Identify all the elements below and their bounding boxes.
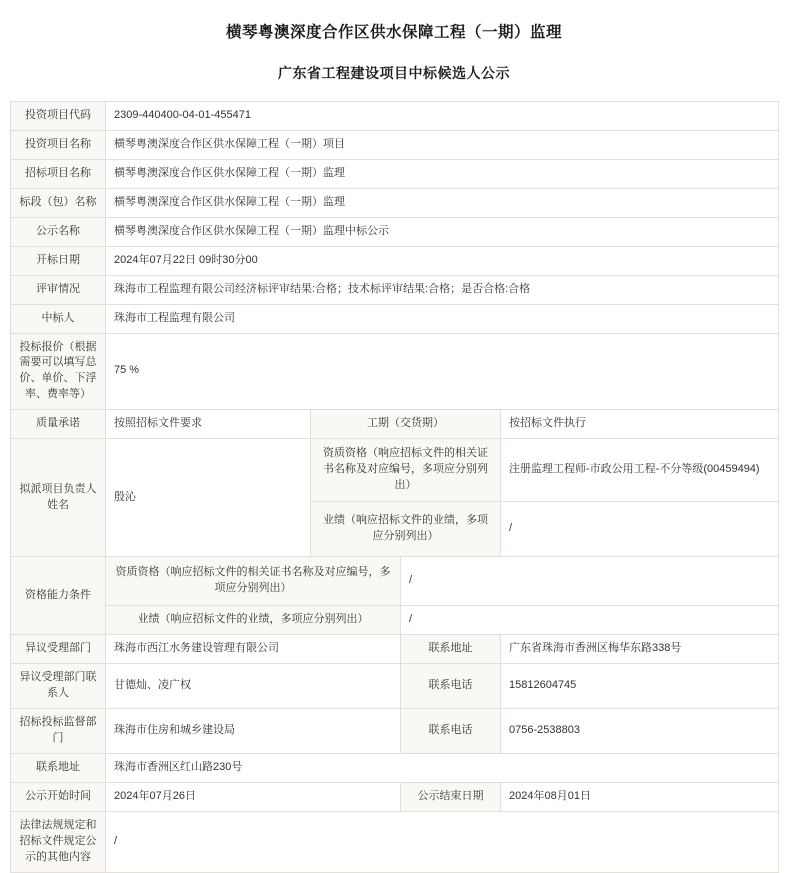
ability-performance-label: 业绩（响应招标文件的业绩，多项应分别列出） (106, 606, 401, 635)
objection-contact-value: 甘德灿、凌广权 (106, 664, 401, 709)
ability-label: 资格能力条件 (11, 557, 106, 635)
ability-qualification-value: / (401, 557, 779, 606)
manager-performance-value: / (501, 502, 779, 557)
table-row (11, 811, 779, 872)
ability-performance-value: / (401, 606, 779, 635)
supervise-dept-label: 招标投标监督部门 (11, 708, 106, 753)
publish-start-label: 公示开始时间 (11, 782, 106, 811)
manager-qualification-value: 注册监理工程师-市政公用工程-不分等级(00459494) (501, 439, 779, 502)
winner-value: 珠海市工程监理有限公司 (106, 304, 779, 333)
table-row (11, 753, 779, 782)
table-row (11, 159, 779, 188)
winner-label: 中标人 (11, 304, 106, 333)
objection-dept-label: 异议受理部门 (11, 635, 106, 664)
table-row (11, 708, 779, 753)
objection-contact-label: 异议受理部门联系人 (11, 664, 106, 709)
quality-value: 按照招标文件要求 (106, 410, 311, 439)
supervise-dept-value: 珠海市住房和城乡建设局 (106, 708, 401, 753)
duration-value: 按招标文件执行 (501, 410, 779, 439)
manager-label: 拟派项目负责人姓名 (11, 439, 106, 557)
other-content-value: / (106, 811, 779, 872)
table-row (11, 557, 779, 606)
table-row (11, 635, 779, 664)
table-row (11, 188, 779, 217)
objection-dept-value: 珠海市西江水务建设管理有限公司 (106, 635, 401, 664)
table-row (11, 304, 779, 333)
contact-address-label-1: 联系地址 (401, 635, 501, 664)
manager-qualification-label: 资质资格（响应招标文件的相关证书名称及对应编号，多项应分别列出） (311, 439, 501, 502)
review-label: 评审情况 (11, 275, 106, 304)
bid-project-name-value: 横琴粤澳深度合作区供水保障工程（一期）项目 (106, 130, 779, 159)
table-row (11, 275, 779, 304)
page-title: 横琴粤澳深度合作区供水保障工程（一期）监理 (225, 24, 562, 41)
page-subtitle: 广东省工程建设项目中标候选人公示 (278, 65, 510, 81)
bid-project-code-value: 2309-440400-04-01-455471 (106, 102, 779, 131)
notice-info-table (10, 101, 779, 873)
bid-price-value: 75 % (106, 333, 779, 410)
review-value: 珠海市工程监理有限公司经济标评审结果:合格；技术标评审结果:合格；是否合格:合格 (106, 275, 779, 304)
contact-address-value-2: 珠海市香洲区红山路230号 (106, 753, 779, 782)
tender-project-name-value: 横琴粤澳深度合作区供水保障工程（一期）监理 (106, 159, 779, 188)
contact-phone-value-1: 15812604745 (501, 664, 779, 709)
open-date-label: 开标日期 (11, 246, 106, 275)
table-row (11, 782, 779, 811)
manager-value: 殷沁 (106, 439, 311, 557)
table-row (11, 102, 779, 131)
manager-performance-label: 业绩（响应招标文件的业绩，多项应分别列出） (311, 502, 501, 557)
quality-label: 质量承诺 (11, 410, 106, 439)
contact-phone-value-2: 0756-2538803 (501, 708, 779, 753)
table-row (11, 333, 779, 410)
bid-project-name-label: 投资项目名称 (11, 130, 106, 159)
notice-name-value: 横琴粤澳深度合作区供水保障工程（一期）监理中标公示 (106, 217, 779, 246)
table-row (11, 410, 779, 439)
contact-address-label-2: 联系地址 (11, 753, 106, 782)
section-label: 标段（包）名称 (11, 188, 106, 217)
table-row (11, 439, 779, 502)
table-row (11, 130, 779, 159)
publish-end-value: 2024年08月01日 (501, 782, 779, 811)
contact-address-value-1: 广东省珠海市香洲区梅华东路338号 (501, 635, 779, 664)
table-row (11, 664, 779, 709)
bid-project-code-label: 投资项目代码 (11, 102, 106, 131)
section-value: 横琴粤澳深度合作区供水保障工程（一期）监理 (106, 188, 779, 217)
notice-name-label: 公示名称 (11, 217, 106, 246)
contact-phone-label-1: 联系电话 (401, 664, 501, 709)
other-content-label: 法律法规规定和招标文件规定公示的其他内容 (11, 811, 106, 872)
open-date-value: 2024年07月22日 09时30分00 (106, 246, 779, 275)
table-row (11, 217, 779, 246)
table-row (11, 246, 779, 275)
tender-project-name-label: 招标项目名称 (11, 159, 106, 188)
table-row (11, 606, 779, 635)
duration-label: 工期（交货期） (311, 410, 501, 439)
bid-price-label: 投标报价（根据需要可以填写总价、单价、下浮率、费率等） (11, 333, 106, 410)
publish-end-label: 公示结束日期 (401, 782, 501, 811)
contact-phone-label-2: 联系电话 (401, 708, 501, 753)
publish-start-value: 2024年07月26日 (106, 782, 401, 811)
ability-qualification-label: 资质资格（响应招标文件的相关证书名称及对应编号，多项应分别列出） (106, 557, 401, 606)
